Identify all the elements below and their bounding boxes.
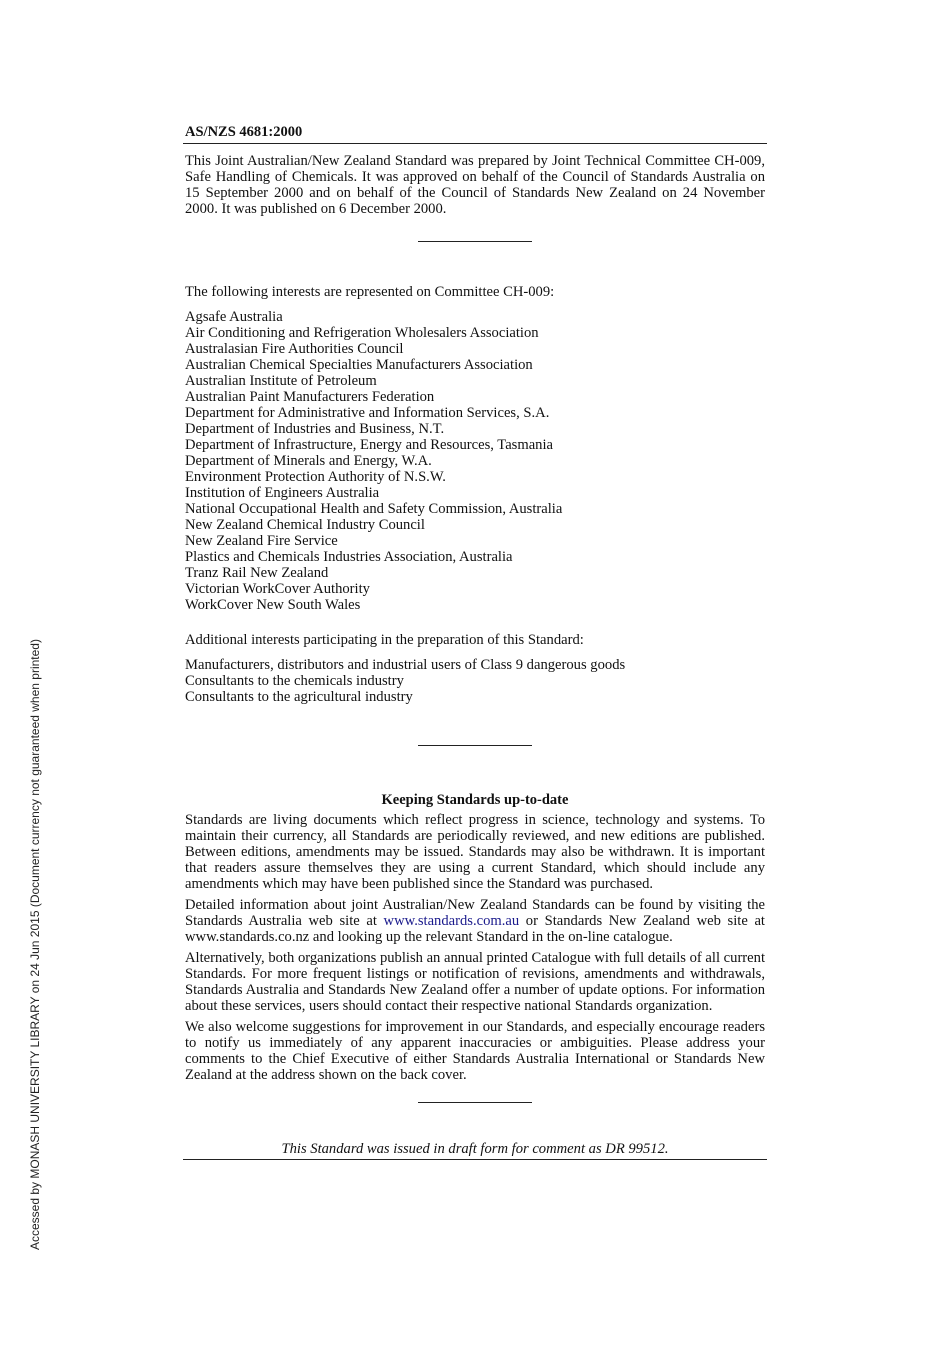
keeping-standards-body (185, 812, 765, 1083)
list-item: Manufacturers, distributors and industrial users of Class 9 dangerous goods (185, 657, 626, 673)
list-item: Consultants to the chemicals industry (185, 673, 404, 689)
list-item: New Zealand Fire Service (185, 533, 338, 549)
paragraph: We also welcome suggestions for improvement in our Standards, and especially encourage readers to notify us immediately of any apparent inaccuracies or ambiguities. Please address your comments to the Chief Executive of either Standards Australia International or Standards New Zealand at the address shown on the back cover. (185, 1019, 765, 1083)
list-item: Australian Chemical Specialties Manufacturers Association (185, 357, 533, 373)
paragraph-text: Detailed information about joint Australian/New Zealand Standards can be found by visiting the Standards Australia web site at (185, 897, 765, 929)
list-item: Australian Institute of Petroleum (185, 373, 377, 389)
paragraph: Alternatively, both organizations publish an annual printed Catalogue with full details of all current Standards. For more frequent listings or notification of revisions, amendments and withdrawals, Standards Australia and Standards New Zealand offer a number of update options. For information about these services, users should contact their respective national Standards organization. (185, 950, 765, 1014)
document-id-header: AS/NZS 4681:2000 (183, 124, 767, 144)
list-item: WorkCover New South Wales (185, 597, 361, 613)
list-item: Department of Minerals and Energy, W.A. (185, 453, 432, 469)
list-item: Department of Industries and Business, N.T. (185, 421, 445, 437)
list-item: Tranz Rail New Zealand (185, 565, 329, 581)
draft-notice-footer: This Standard was issued in draft form for comment as DR 99512. (183, 1141, 767, 1160)
committee-heading: The following interests are represented on Committee CH-009: (185, 284, 555, 300)
list-item: Australasian Fire Authorities Council (185, 341, 404, 357)
paragraph-text: or Standards New Zealand web site at www.standards.co.nz and looking up the relevant Standard in the on-line catalogue. (185, 913, 765, 945)
section-divider (418, 1102, 532, 1103)
list-item: Department for Administrative and Information Services, S.A. (185, 405, 550, 421)
standards-website-link[interactable]: www.standards.com.au (383, 913, 520, 929)
list-item: Environment Protection Authority of N.S.W. (185, 469, 446, 485)
additional-interests-list (185, 657, 765, 705)
list-item: Department of Infrastructure, Energy and Resources, Tasmania (185, 437, 554, 453)
document-page (185, 124, 765, 1160)
paragraph (185, 897, 765, 945)
paragraph: Standards are living documents which reflect progress in science, technology and systems. To maintain their currency, all Standards are periodically reviewed, and new editions are published. Between editions, amendments may be issued. Standards may also be withdrawn. It is important that readers assure themselves they are using a current Standard, which should include any amendments which may have been published since the Standard was purchased. (185, 812, 765, 892)
list-item: Institution of Engineers Australia (185, 485, 380, 501)
list-item: Victorian WorkCover Authority (185, 581, 370, 597)
additional-interests-heading: Additional interests participating in the preparation of this Standard: (185, 632, 584, 648)
list-item: Agsafe Australia (185, 309, 283, 325)
section-divider (418, 241, 532, 242)
section-divider (418, 745, 532, 746)
keeping-standards-heading: Keeping Standards up-to-date (381, 792, 569, 808)
intro-paragraph: This Joint Australian/New Zealand Standard was prepared by Joint Technical Committee CH-009, Safe Handling of Chemicals. It was approved on behalf of the Council of Standards Australia on 15 September 2000 and on behalf of the Council of Standards New Zealand on 24 November 2000. It was published on 6 December 2000. (185, 153, 765, 217)
list-item: National Occupational Health and Safety Commission, Australia (185, 501, 563, 517)
list-item: Plastics and Chemicals Industries Association, Australia (185, 549, 513, 565)
list-item: Australian Paint Manufacturers Federation (185, 389, 435, 405)
list-item: Consultants to the agricultural industry (185, 689, 413, 705)
committee-member-list (185, 309, 765, 613)
access-watermark: Accessed by MONASH UNIVERSITY LIBRARY on 24 Jun 2015 (Document currency not guaranteed when printed) (28, 639, 42, 1250)
list-item: Air Conditioning and Refrigeration Wholesalers Association (185, 325, 539, 341)
list-item: New Zealand Chemical Industry Council (185, 517, 425, 533)
